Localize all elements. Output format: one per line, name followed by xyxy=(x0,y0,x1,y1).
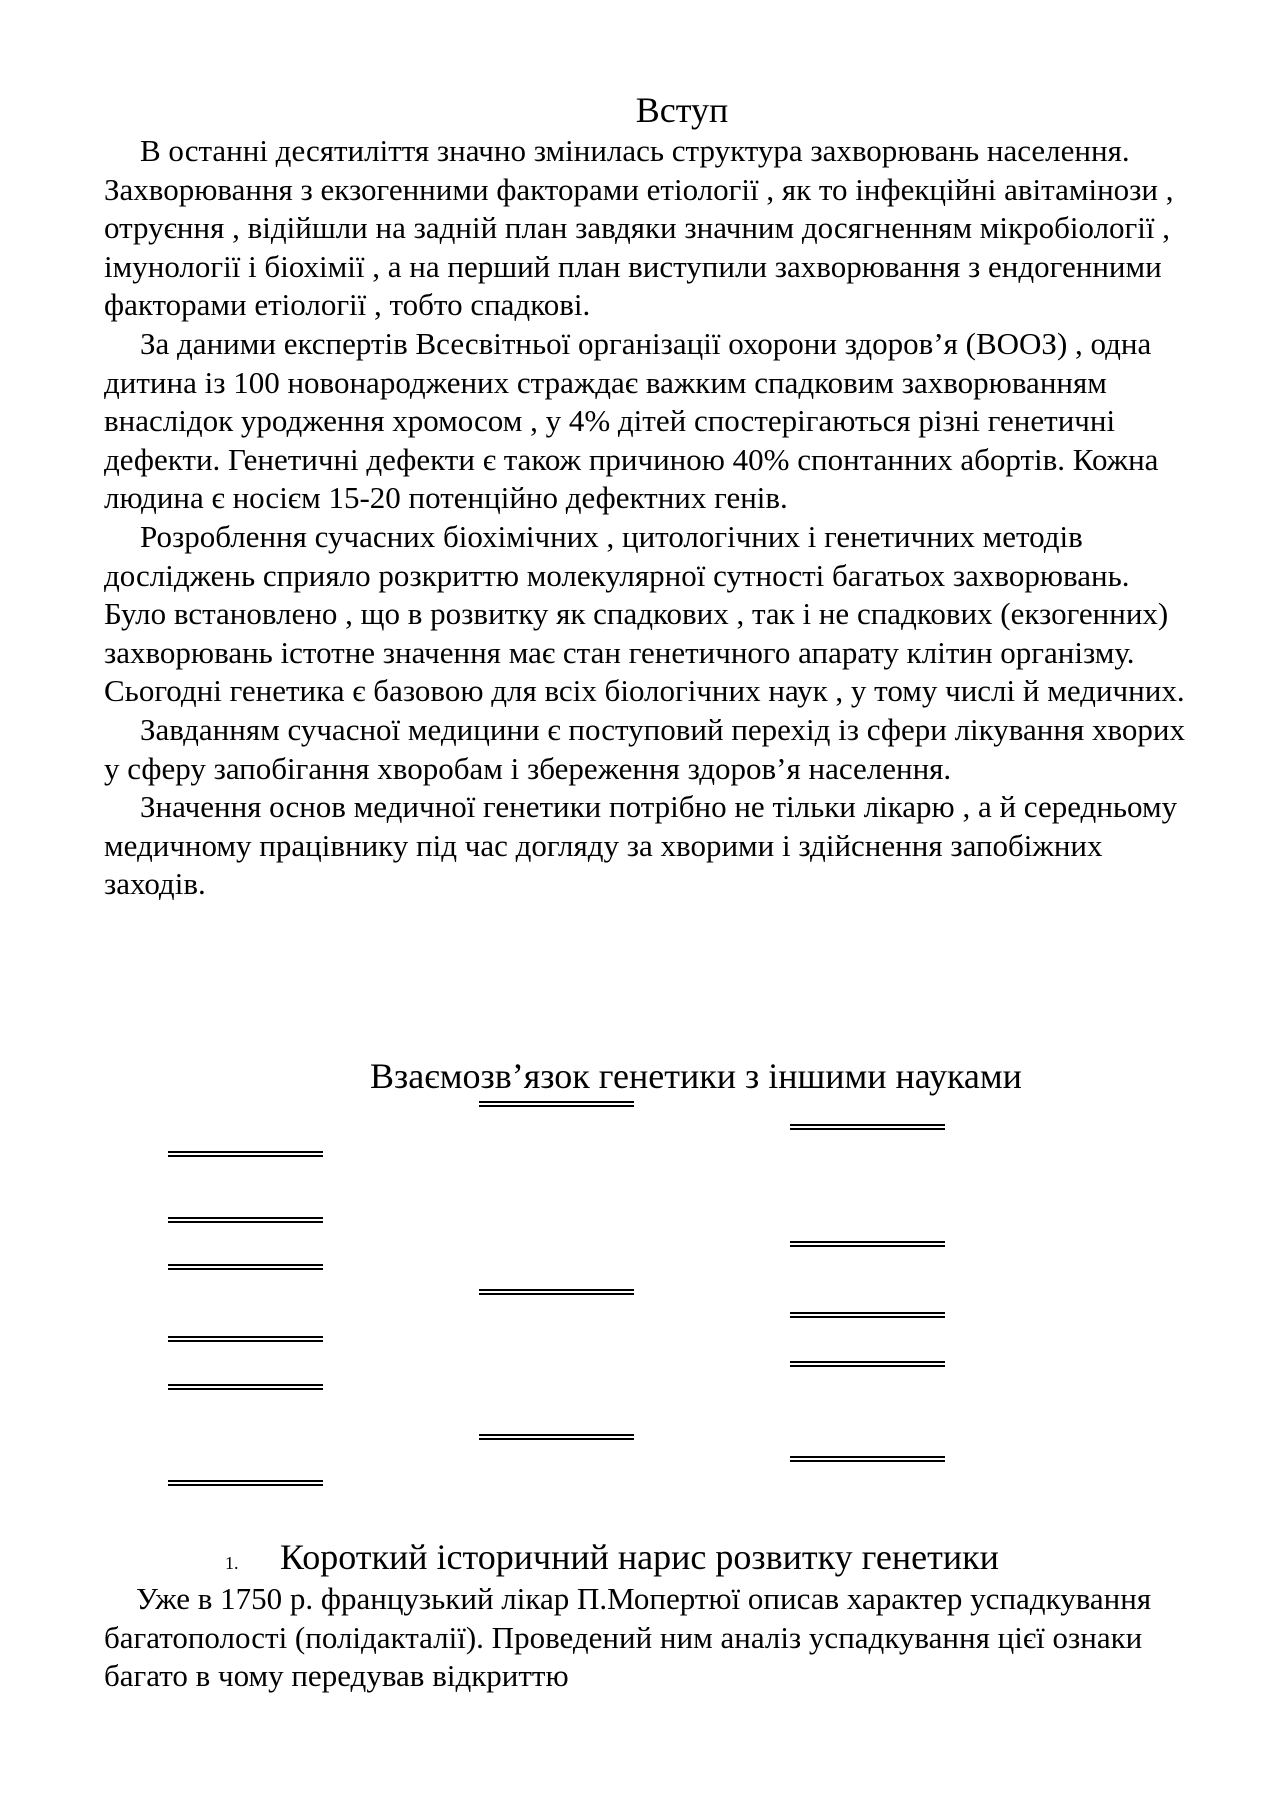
diagram-line xyxy=(479,1434,634,1440)
diagram-line xyxy=(790,1124,945,1130)
diagram-line xyxy=(168,1336,323,1342)
diagram-line xyxy=(790,1456,945,1462)
intro-body xyxy=(104,132,1194,904)
diagram-line xyxy=(168,1217,323,1223)
section-heading xyxy=(225,1536,999,1584)
diagram-line xyxy=(168,1151,323,1157)
section-body xyxy=(104,1580,1194,1696)
intro-paragraph-5: Значення основ медичної генетики потрібно не тільки лікарю , а й середньому медичному працівнику під час догляду за хворими і здійснення запобіжних заходів. xyxy=(104,789,1178,902)
diagram-line xyxy=(479,1101,634,1107)
section-paragraph-1: Уже в 1750 р. французький лікар П.Мопертюї описав характер успадкування багатополості (полідакталії). Проведений ним аналіз успадкування цієї ознаки багато в чому передував відкриттю xyxy=(104,1581,1152,1694)
diagram-line xyxy=(790,1241,945,1247)
diagram-line xyxy=(479,1289,634,1295)
intro-paragraph-1: В останні десятиліття значно змінилась структура захворювань населення. Захворювання з екзогенними факторами етіології , як то інфекційні авітамінози , отруєння , відійшли на задній план завдяки значним досягненням мікробіології , імунології і біохімії , а на перший план виступили захворювання з ендогенними факторами етіології , тобто спадкові. xyxy=(104,133,1174,323)
intro-paragraph-3: Розроблення сучасних біохімічних , цитологічних і генетичних методів досліджень сприяло розкриттю молекулярної сутності багатьох захворювань. Було встановлено , що в розвитку як спадкових , так і не спадкових (екзогенних) захворювань істотне значення має стан генетичного апарату клітин організму. Сьогодні генетика є базовою для всіх біологічних наук , у тому числі й медичних. xyxy=(104,518,1185,709)
diagram-line xyxy=(790,1361,945,1367)
relationships-title: Взаємозв’язок генетики з іншими науками xyxy=(370,1056,1022,1096)
section-number: 1. xyxy=(225,1553,239,1573)
intro-paragraph-2: За даними експертів Всесвітньої організації охорони здоров’я (ВООЗ) , одна дитина із 100 новонароджених страждає важким спадковим захворюванням внаслідок уродження хромосом , у 4% дітей спостерігаються різні генетичні дефекти. Генетичні дефекти є також причиною 40% спонтанних абортів. Кожна людина є носієм 15-20 потенційно дефектних генів. xyxy=(104,325,1159,516)
diagram-line xyxy=(168,1480,323,1486)
intro-paragraph-4: Завданням сучасної медицини є поступовий перехід із сфери лікування хворих у сферу запобігання хворобам і збереження здоров’я населення. xyxy=(104,711,1185,786)
intro-title: Вступ xyxy=(635,90,729,130)
section-title: Короткий історичний нарис розвитку генетики xyxy=(280,1537,999,1577)
diagram-line xyxy=(168,1384,323,1390)
diagram-line xyxy=(790,1312,945,1318)
diagram-line xyxy=(168,1264,323,1270)
